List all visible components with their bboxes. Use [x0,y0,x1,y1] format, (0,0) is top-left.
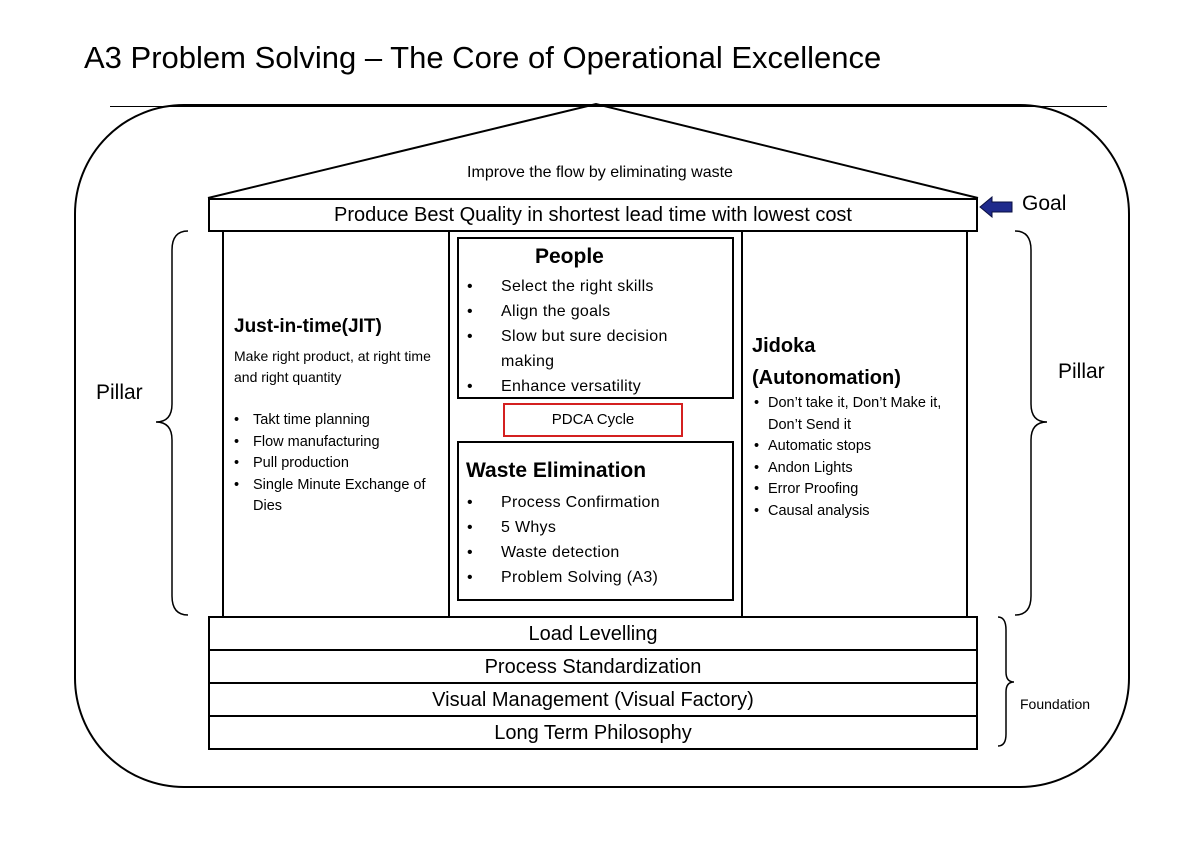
list-item: • Pull production [232,453,444,475]
list-item: • Slow but sure decision making [457,324,732,374]
jidoka-title [752,330,901,394]
foundation-row: Load Levelling [208,616,978,651]
jidoka-list [752,393,962,522]
list-item: • Waste detection [457,540,732,565]
foundation-brace [998,617,1014,746]
foundation-row: Visual Management (Visual Factory) [208,682,978,717]
goal-box: Produce Best Quality in shortest lead time with lowest cost [208,198,978,232]
column-divider-right [741,232,743,616]
waste-list [457,490,732,590]
foundation-label: Foundation [1020,696,1091,712]
list-item: • Single Minute Exchange of Dies [232,475,444,518]
foundation-row: Process Standardization [208,649,978,684]
left-arrow-icon [978,196,1014,218]
right-pillar-brace [1015,231,1047,615]
jit-title: Just-in-time(JIT) [234,316,382,337]
list-item: • Flow manufacturing [232,432,444,454]
left-pillar-brace [156,231,188,615]
waste-title: Waste Elimination [466,459,647,482]
pillar-label-left: Pillar [96,381,143,404]
people-list [457,274,732,399]
list-item: • Takt time planning [232,410,444,432]
list-item: • Causal analysis [752,501,962,523]
list-item: • Andon Lights [752,458,962,480]
pdca-cycle-box: PDCA Cycle [503,403,683,437]
list-item: • Problem Solving (A3) [457,565,732,590]
people-title: People [535,245,604,268]
jit-description: Make right product, at right time and right quantity [234,348,431,385]
list-item: • Don’t take it, Don’t Make it, Don’t Send it [752,393,962,436]
list-item: • Enhance versatility [457,374,732,399]
foundation-row: Long Term Philosophy [208,715,978,750]
roof-caption: Improve the flow by eliminating waste [467,164,733,181]
jidoka-title-line2: (Autonomation) [752,367,901,389]
list-item: • Select the right skills [457,274,732,299]
list-item: • Error Proofing [752,479,962,501]
jidoka-title-line1: Jidoka [752,335,816,357]
column-divider-left [448,232,450,616]
jit-list [232,410,444,518]
list-item: • Align the goals [457,299,732,324]
list-item: • 5 Whys [457,515,732,540]
page-title: A3 Problem Solving – The Core of Operational Excellence [84,40,882,75]
list-item: • Automatic stops [752,436,962,458]
pillar-label-right: Pillar [1058,360,1105,383]
roof-outline [208,104,978,198]
list-item: • Process Confirmation [457,490,732,515]
goal-label: Goal [1022,192,1067,215]
